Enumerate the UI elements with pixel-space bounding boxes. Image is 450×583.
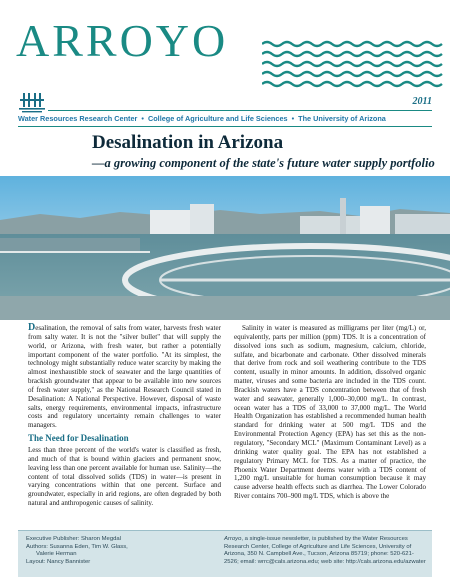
credits — [26, 536, 211, 567]
divider — [48, 110, 432, 111]
credit-line: Authors: Susanna Eden, Tim W. Glass, — [26, 543, 128, 550]
credit-line: Valerie Herman — [36, 551, 77, 558]
org-cals: College of Agriculture and Life Sciences — [147, 114, 288, 123]
issue-year: 2011 — [412, 96, 432, 107]
publication-info — [224, 536, 428, 567]
separator-dot: • — [291, 114, 295, 123]
paragraph: Less than three percent of the world's water is classified as fresh, and much of that is bound within glaciers and permanent snow, leaving less than one percent available for human use. Salinity—the content of total dissolved solids (TDS) in water—is present in varying concentrations within that one percent. Surface and groundwater, especially in arid regions, are often degraded by both natural and anthropogenic causes of salinity. — [28, 445, 221, 508]
credit-line: Executive Publisher: Sharon Megdal — [26, 536, 121, 542]
wrrc-logo-icon — [18, 91, 46, 113]
article-column-left — [28, 324, 221, 508]
newsletter-title: ARROYO — [16, 15, 229, 66]
separator-dot: • — [141, 114, 144, 123]
intro-text: esalination, the removal of salts from water, harvests fresh water from salty water. It is not the "silver bullet" that will supply the world, or Arizona, with fresh water, but rather a potentially important component of the water portfolio. "At its simplest, the technology might substantially reduce water scarcity by making the almost inexhaustible stock of seawater and the large quantities of brackish groundwater that appear to be available into new sources of fresh water supply," as the National Research Council stated in Desalination: A National Perspective. However, disposal of waste salts, energy requirements, environmental impacts, infrastructure costs and regulatory uncertainty remain challenges to water managers. — [28, 324, 221, 430]
publication-name: Arroyo — [224, 536, 242, 542]
waves-graphic — [262, 38, 446, 88]
masthead — [16, 15, 436, 93]
article-title: Desalination in Arizona — [92, 132, 284, 153]
article-column-right — [234, 324, 426, 501]
article-subtitle: —a growing component of the state's future water supply portfolio — [92, 156, 435, 170]
section-heading: The Need for Desalination — [28, 433, 129, 444]
org-university: The University of Arizona — [298, 114, 386, 123]
drop-cap: D — [28, 322, 36, 333]
credit-line: Layout: Nancy Bannister — [26, 559, 91, 566]
org-wrrc: Water Resources Research Center — [18, 114, 138, 123]
intro-paragraph — [28, 324, 221, 430]
organization-line — [18, 114, 386, 123]
publication-text: , a single-issue newsletter, is published by the Water Resources Research Center, College of Agriculture and Life Sciences, University of Arizona, 350 N. Campbell Ave., Tucson, Arizona 85719; phone: 520-621-2526; email: wrrc@cals.arizona.edu; web site: http://cals.arizona.edu/azwater — [224, 536, 426, 566]
paragraph: Salinity in water is measured as milligrams per liter (mg/L) or, equivalently, parts per million (ppm) TDS. It is a concentration of dissolved ions such as sodium, magnesium, calcium, chloride, sulfate, and bicarbonate and carbonate. Other dissolved minerals that derive from rock and soil weathering contribute to the TDS content, usually in minor amounts. In addition, dissolved organic matter, viruses and some bacteria are included in the TDS count. Brackish waters have a TDS concentration between that of fresh water and seawater, generally 1,000–30,000 mg/L. In contrast, ocean water has a TDS of 33,000 to 37,000 mg/L. The World Health Organization has established a recommended human health standard for drinking water at 500 mg/L TDS and the Environmental Protection Agency (EPA) has set this as the non-regulatory, "Secondary MCL" (Maximum Contaminant Level) as a drinking water quality goal. The EPA has not established a regulatory Primary MCL for TDS. As a matter of practice, the Phoenix Water Department deems water with a TDS content of 1,200 mg/L unsuitable for human consumption because it may cause adverse health effects such as diarrhea. The Lower Colorado River contains 700–900 mg/L TDS, which is above the — [234, 324, 426, 501]
desalination-plant-photo — [0, 176, 450, 320]
footer-box — [18, 530, 432, 577]
divider — [18, 126, 432, 127]
